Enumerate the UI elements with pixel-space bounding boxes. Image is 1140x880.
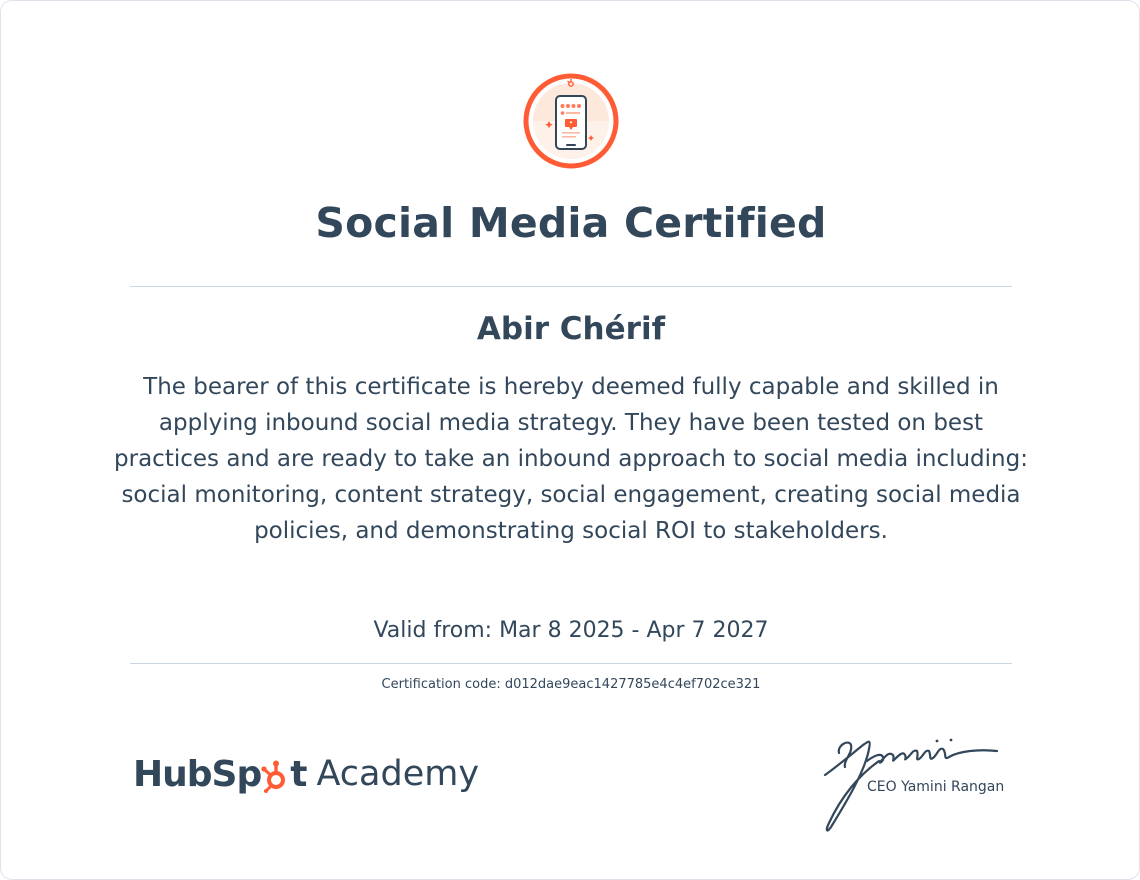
recipient-name: Abir Chérif xyxy=(476,311,666,347)
certificate-description: The bearer of this certificate is hereby deemed fully capable and skilled in applying inbound social media strategy. They have been tested on best practices and are ready to take an inbound approach to social media including: social monitoring, content strategy, social engagement, creating social media policies, and demonstrating social ROI to stakeholders. xyxy=(114,374,1028,544)
validity-dates: Valid from: Mar 8 2025 - Apr 7 2027 xyxy=(373,618,769,643)
logo-hub-text: HubSp xyxy=(133,753,262,795)
logo-t-text: t xyxy=(290,753,307,795)
hubspot-academy-logo xyxy=(133,749,479,799)
top-divider xyxy=(130,286,1012,287)
bottom-divider xyxy=(130,663,1012,664)
certificate-title: Social Media Certified xyxy=(315,199,827,247)
certification-code: Certification code: d012dae9eac1427785e4c4ef702ce321 xyxy=(381,677,761,692)
logo-academy-text: Academy xyxy=(316,754,480,794)
hubspot-sprocket-icon xyxy=(261,759,291,793)
phone-social-badge-icon xyxy=(523,73,619,169)
signature-caption: CEO Yamini Rangan xyxy=(867,779,1005,795)
